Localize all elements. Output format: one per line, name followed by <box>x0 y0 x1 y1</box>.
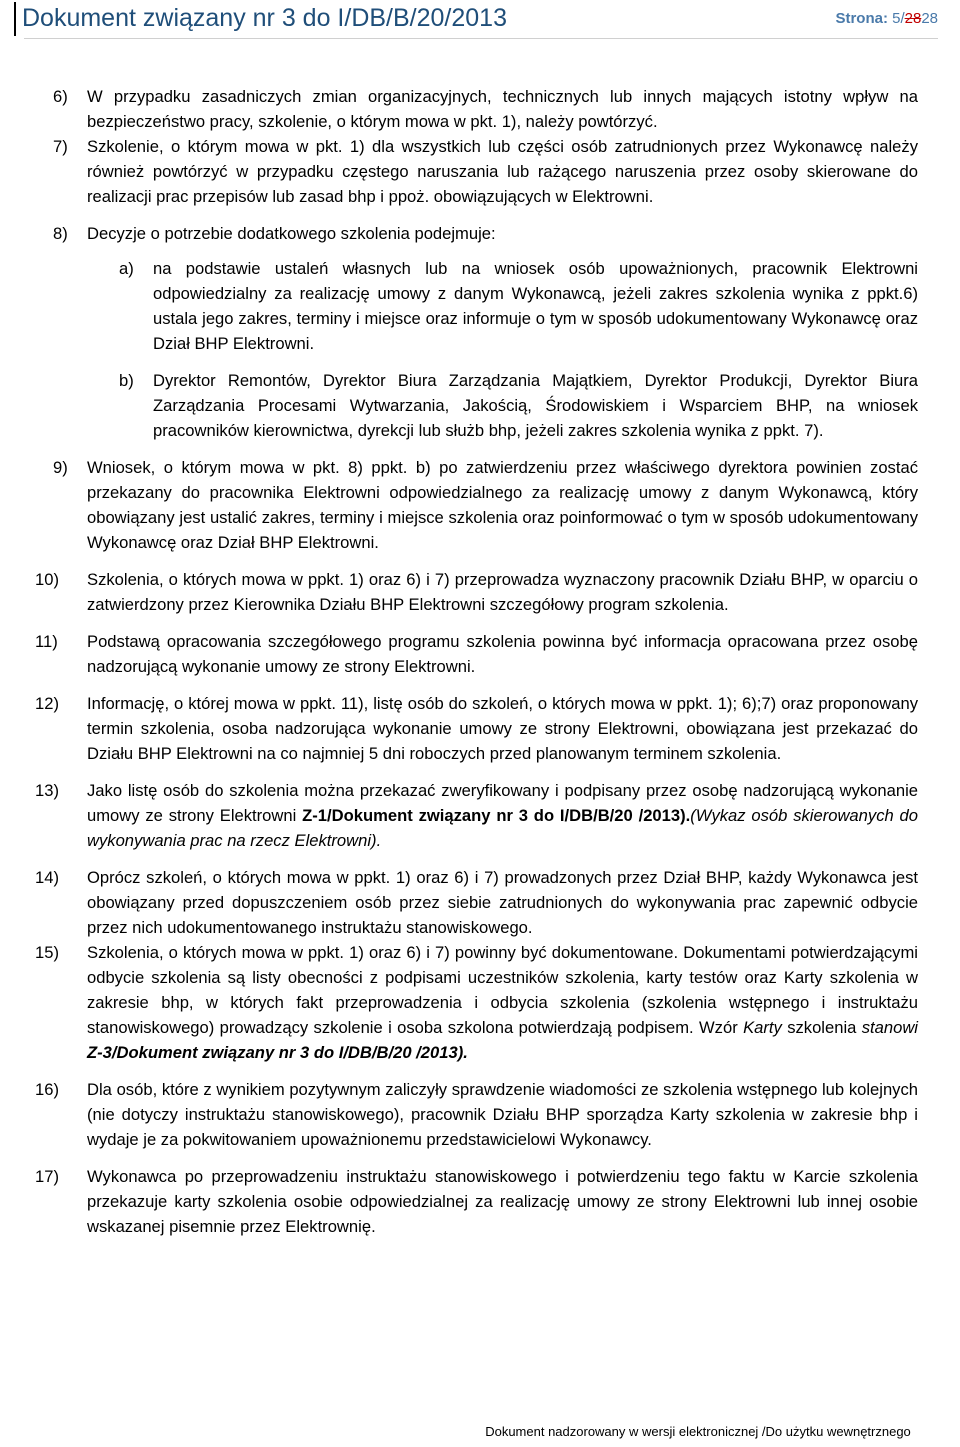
item-number: 13) <box>35 781 59 800</box>
sub-item-text: Dyrektor Remontów, Dyrektor Biura Zarządzania Majątkiem, Dyrektor Produkcji, Dyrektor Biura Zarządzania Procesami Wytwarzania, Jakością, Środowiskiem i Wsparciem BHP, na wniosek pracowników kierownictwa, dyrekcji lub służb bhp, jeżeli zakres szkolenia wynika z ppkt. 7). <box>153 371 918 440</box>
list-item <box>0 778 960 853</box>
item-text: W przypadku zasadniczych zmian organizacyjnych, technicznych lub innych mających istotny wpływ na bezpieczeństwo pracy, szkolenie, o którym mowa w pkt. 1), należy powtórzyć. <box>87 87 918 131</box>
list-item <box>0 1077 960 1152</box>
item-text: Szkolenia, o których mowa w ppkt. 1) oraz 6) i 7) przeprowadza wyznaczony pracownik Działu BHP, w oparciu o zatwierdzony przez Kierownika Działu BHP Elektrowni szczegółowy program szkolenia. <box>87 570 918 614</box>
page-header <box>0 0 960 36</box>
item-text: Wniosek, o którym mowa w pkt. 8) ppkt. b) po zatwierdzeniu przez właściwego dyrektora powinien zostać przekazany do pracownika Elektrowni odpowiedzialnego za realizację umowy z danym Wykonawcą, który obowiązany jest ustalić zakres, terminy i miejsce szkolenia oraz poinformować o tym w sposób udokumentowany Wykonawcę oraz Dział BHP Elektrowni. <box>87 458 918 552</box>
item-text: Wykonawca po przeprowadzeniu instruktażu stanowiskowego i potwierdzeniu tego faktu w Karcie szkolenia przekazuje karty szkolenia osobie odpowiedzialnej za realizację umowy ze strony Elektrowni lub innej osobie wskazanej pisemnie przez Elektrownię. <box>87 1167 918 1236</box>
sub-item <box>0 368 960 443</box>
item-number: 9) <box>53 458 68 477</box>
item-number: 7) <box>53 137 68 156</box>
item-text-cont: szkolenia <box>781 1018 862 1037</box>
list-item <box>0 865 960 940</box>
header-rule <box>24 38 938 39</box>
document-title: Dokument związany nr 3 do I/DB/B/20/2013 <box>22 4 507 32</box>
page-number <box>835 10 938 27</box>
item-text-italic: Karty <box>743 1018 782 1037</box>
item-number: 15) <box>35 943 59 962</box>
list-item <box>0 455 960 555</box>
item-text: Jako listę osób do szkolenia można przekazać zweryfikowany i podpisany przez osobę nadzorującą wykonanie umowy ze strony Elektrowni <box>87 781 918 825</box>
item-text: Decyzje o potrzebie dodatkowego szkolenia podejmuje: <box>87 224 496 243</box>
list-item <box>0 221 960 246</box>
item-number: 8) <box>53 224 68 243</box>
list-item <box>0 567 960 617</box>
item-text-italic: (Wykaz osób skierowanych do wykonywania prac na rzecz Elektrowni). <box>87 806 918 850</box>
item-number: 17) <box>35 1167 59 1186</box>
sub-item <box>0 256 960 356</box>
item-text-bold: Z-1/Dokument związany nr 3 do I/DB/B/20 /2013). <box>302 806 691 825</box>
item-number: 6) <box>53 87 68 106</box>
page-label: Strona: <box>835 10 888 27</box>
list-item <box>0 940 960 1065</box>
item-text: Informację, o której mowa w ppkt. 11), listę osób do szkoleń, o których mowa w ppkt. 1); 6);7) oraz proponowany termin szkolenia, osoba nadzorująca wykonanie umowy ze strony Elektrowni, obowiązana jest przekazać do Działu BHP Elektrowni na co najmniej 5 dni roboczych przed planowanym terminem szkolenia. <box>87 694 918 763</box>
list-item <box>0 691 960 766</box>
item-number: 10) <box>35 570 59 589</box>
page-total: 28 <box>921 10 938 27</box>
item-text-italic: stanowi <box>861 1018 918 1037</box>
page-current: 5/ <box>892 10 905 27</box>
list-item <box>0 1164 960 1239</box>
item-text: Szkolenia, o których mowa w ppkt. 1) oraz 6) i 7) powinny być dokumentowane. Dokumentami potwierdzającymi odbycie szkolenia są listy obecności z podpisami uczestników szkolenia, karty testów oraz Karty szkolenia w zakresie bhp, w których fakt przeprowadzenia i odbycia szkolenia (szkolenia wstępnego i instruktażu stanowiskowego) prowadzący szkolenie i osoba szkolona potwierdzają podpisem. Wzór <box>87 943 918 1037</box>
item-text-bold-italic: Z-3/Dokument związany nr 3 do I/DB/B/20 /2013). <box>87 1043 468 1062</box>
sub-item-letter: a) <box>119 259 134 278</box>
item-text: Podstawą opracowania szczegółowego programu szkolenia powinna być informacja opracowana przez osobę nadzorującą wykonanie umowy ze strony Elektrowni. <box>87 632 918 676</box>
list-item <box>0 84 960 134</box>
item-number: 16) <box>35 1080 59 1099</box>
list-item <box>0 629 960 679</box>
document-body <box>0 84 960 1251</box>
item-number: 12) <box>35 694 59 713</box>
item-text: Szkolenie, o którym mowa w pkt. 1) dla wszystkich lub części osób zatrudnionych przez Wykonawcę należy również powtórzyć w przypadku częstego naruszania lub rażącego naruszenia przez osoby skierowane do realizacji prac przepisów lub zasad bhp i ppoż. obowiązujących w Elektrowni. <box>87 137 918 206</box>
item-number: 14) <box>35 868 59 887</box>
header-bar <box>14 2 16 36</box>
footer-text: Dokument nadzorowany w wersji elektronicznej /Do użytku wewnętrznego <box>485 1424 911 1439</box>
list-item <box>0 134 960 209</box>
item-number: 11) <box>35 632 58 651</box>
page-footer <box>0 1424 960 1439</box>
sub-item-letter: b) <box>119 371 134 390</box>
sub-item-text: na podstawie ustaleń własnych lub na wniosek osób upoważnionych, pracownik Elektrowni odpowiedzialny za realizację umowy z danym Wykonawcą, jeżeli zakres szkolenia wynika z ppkt.6) ustala jego zakres, terminy i miejsce oraz informuje o tym w sposób udokumentowany Wykonawcę oraz Dział BHP Elektrowni. <box>153 259 918 353</box>
page-struck: 28 <box>904 10 922 27</box>
item-text: Dla osób, które z wynikiem pozytywnym zaliczyły sprawdzenie wiadomości ze szkolenia wstępnego lub kolejnych (nie dotyczy instruktażu stanowiskowego), pracownik Działu BHP sporządza Karty szkolenia w zakresie bhp i wydaje je za pokwitowaniem upoważnionemu przedstawicielowi Wykonawcy. <box>87 1080 918 1149</box>
item-text: Oprócz szkoleń, o których mowa w ppkt. 1) oraz 6) i 7) prowadzonych przez Dział BHP, każdy Wykonawca jest obowiązany przed dopuszczeniem osób przez siebie zatrudnionych do wykonywania prac zapewnić odbycie przez nich udokumentowanego instruktażu stanowiskowego. <box>87 868 918 937</box>
